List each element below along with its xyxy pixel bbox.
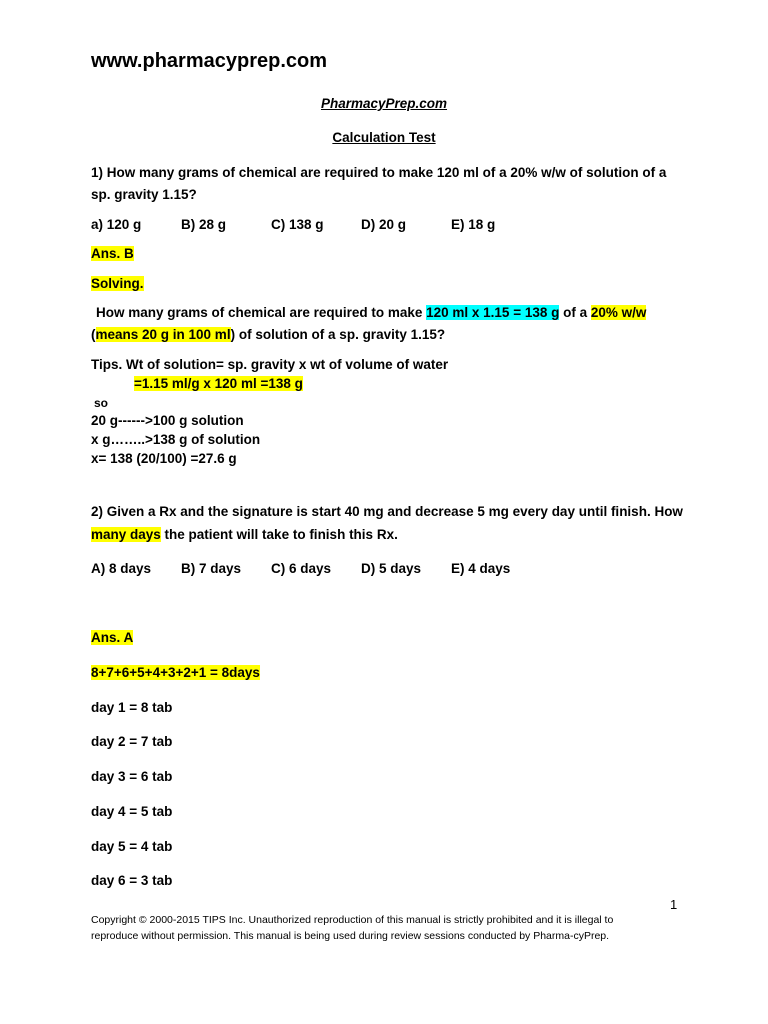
solve-line1-cyan-highlight: 120 ml x 1.15 = 138 g — [426, 305, 560, 320]
q2-option-d: D) 5 days — [361, 561, 422, 576]
day-line-1: day 1 = 8 tab — [91, 700, 173, 715]
day-line-6: day 6 = 3 tab — [91, 873, 173, 888]
brand-title: PharmacyPrep.com — [320, 96, 448, 111]
test-title: Calculation Test — [332, 130, 436, 145]
q1-text-line1: 1) How many grams of chemical are required to make 120 ml of a 20% w/w of solution of a — [91, 165, 667, 180]
q2-option-b: B) 7 days — [181, 561, 242, 576]
q1-option-b: B) 28 g — [181, 217, 227, 232]
day-line-4: day 4 = 5 tab — [91, 804, 173, 819]
q1-option-d: D) 20 g — [361, 217, 407, 232]
q2-answer — [91, 629, 133, 646]
solve-line1-text-b: of a — [559, 305, 591, 320]
solve-line2-highlight: means 20 g in 100 ml — [95, 327, 231, 342]
q2-answer-highlight: Ans. A — [91, 630, 134, 645]
q1-answer — [91, 245, 134, 262]
solve-line2-text-a: ( — [91, 327, 96, 342]
step-1: 20 g------>100 g solution — [91, 413, 244, 428]
q2-text-line2-rest: the patient will take to finish this Rx. — [160, 527, 398, 542]
q1-answer-highlight: Ans. B — [91, 246, 134, 261]
so-text: so — [94, 396, 109, 410]
solve-line1-yellow-highlight: 20% w/w — [590, 305, 647, 320]
copyright-footer: Copyright © 2000-2015 TIPS Inc. Unauthorized reproduction of this manual is strictly prohibited and it is illegal to reproduce without permission. This manual is being used during review sessions conducted by Pharma-cyPrep. — [91, 914, 614, 942]
day-line-5: day 5 = 4 tab — [91, 839, 173, 854]
q2-option-c: C) 6 days — [271, 561, 332, 576]
step-2: x g……..>138 g of solution — [91, 432, 261, 447]
q1-option-c: C) 138 g — [271, 217, 324, 232]
q1-solve-line2 — [91, 326, 445, 343]
day-line-2: day 2 = 7 tab — [91, 734, 173, 749]
tips-calc — [134, 375, 303, 392]
q2-text-line2 — [91, 526, 398, 543]
q1-option-a: a) 120 g — [91, 217, 142, 232]
page-number: 1 — [670, 897, 678, 912]
day-line-3: day 3 = 6 tab — [91, 769, 173, 784]
q1-solve-line1 — [96, 304, 646, 321]
q2-option-a: A) 8 days — [91, 561, 152, 576]
solve-line1-text-a: How many grams of chemical are required to make — [96, 305, 427, 320]
q2-many-days-highlight: many days — [91, 527, 161, 542]
q2-text-line1: 2) Given a Rx and the signature is start 40 mg and decrease 5 mg every day until finish. How — [91, 504, 683, 519]
q2-option-e: E) 4 days — [451, 561, 511, 576]
site-url: www.pharmacyprep.com — [91, 50, 327, 72]
q1-solving-label — [91, 275, 144, 292]
solve-line2-text-b: ) of solution of a sp. gravity 1.15? — [230, 327, 446, 342]
tips-calc-highlight: =1.15 ml/g x 120 ml =138 g — [134, 376, 303, 391]
q2-sum-highlight: 8+7+6+5+4+3+2+1 = 8days — [91, 665, 260, 680]
solving-highlight: Solving. — [91, 276, 144, 291]
step-3: x= 138 (20/100) =27.6 g — [91, 451, 237, 466]
q1-text-line2: sp. gravity 1.15? — [91, 187, 197, 202]
q1-option-e: E) 18 g — [451, 217, 496, 232]
tips-line: Tips. Wt of solution= sp. gravity x wt of volume of water — [91, 357, 449, 372]
q2-sum — [91, 664, 260, 681]
